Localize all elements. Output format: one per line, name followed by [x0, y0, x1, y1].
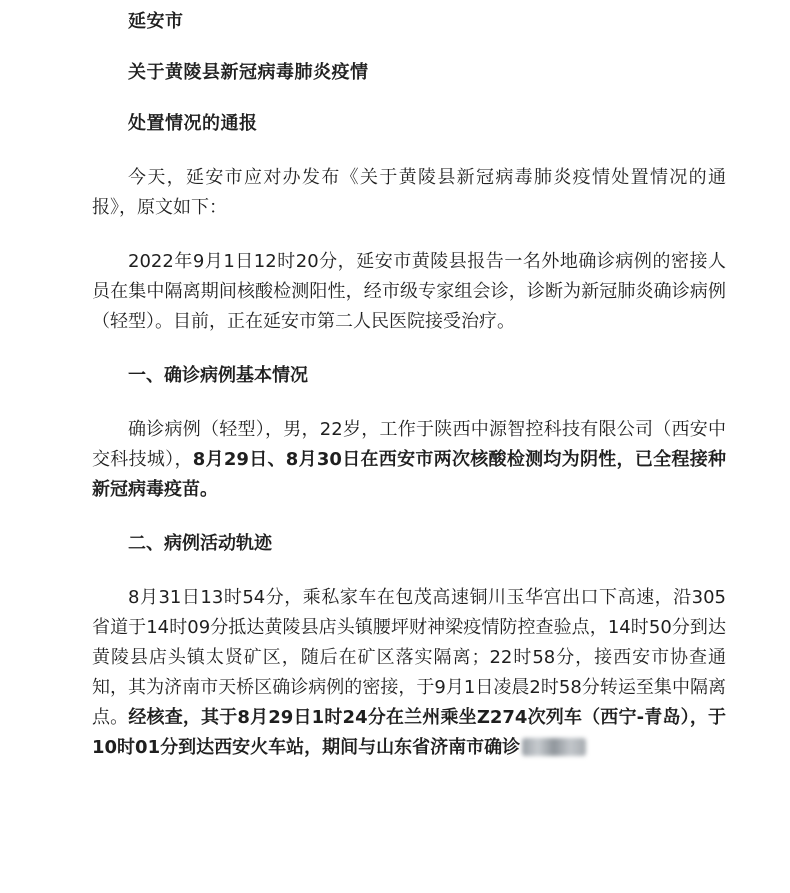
summary-paragraph: 2022年9月1日12时20分，延安市黄陵县报告一名外地确诊病例的密接人员在集中隔离期间核酸检测阳性，经市级专家组会诊，诊断为新冠肺炎确诊病例（轻型）。目前，正在延安市第二人民医院接受治疗。 [92, 251, 726, 332]
intro-paragraph: 今天，延安市应对办发布《关于黄陵县新冠病毒肺炎疫情处置情况的通报》，原文如下： [92, 167, 726, 218]
section-heading-activity-track: 二、病例活动轨迹 [128, 533, 272, 554]
activity-track-paragraph [92, 583, 726, 763]
activity-track-text: 8月31日13时54分，乘私家车在包茂高速铜川玉华宫出口下高速，沿305省道于14时09分抵达黄陵县店头镇腰坪财神梁疫情防控查验点，14时50分到达黄陵县店头镇太贤矿区，随后在矿区落实隔离；22时58分，接西安市协查通知，其为济南市天桥区确诊病例的密接，于9月1日凌晨2时58分转运至集中隔离点。 [92, 587, 726, 728]
notice-title-line-1: 关于黄陵县新冠病毒肺炎疫情 [128, 62, 369, 83]
city-heading: 延安市 [128, 11, 184, 32]
section-heading-case-info: 一、确诊病例基本情况 [128, 365, 308, 386]
notice-title-line-2: 处置情况的通报 [128, 113, 258, 134]
case-info-bold-text: 8月29日、8月30日在西安市两次核酸检测均为阴性，已全程接种新冠病毒疫苗。 [92, 449, 727, 500]
redacted-blur [522, 738, 586, 756]
case-info-text: 确诊病例（轻型），男，22岁，工作于陕西中源智控科技有限公司（西安中交科技城）， [92, 419, 726, 470]
case-info-paragraph [92, 415, 726, 505]
activity-track-bold-text: 经核查，其于8月29日1时24分在兰州乘坐Z274次列车（西宁-青岛），于10时01分到达西安火车站，期间与山东省济南市确诊 [92, 707, 727, 758]
